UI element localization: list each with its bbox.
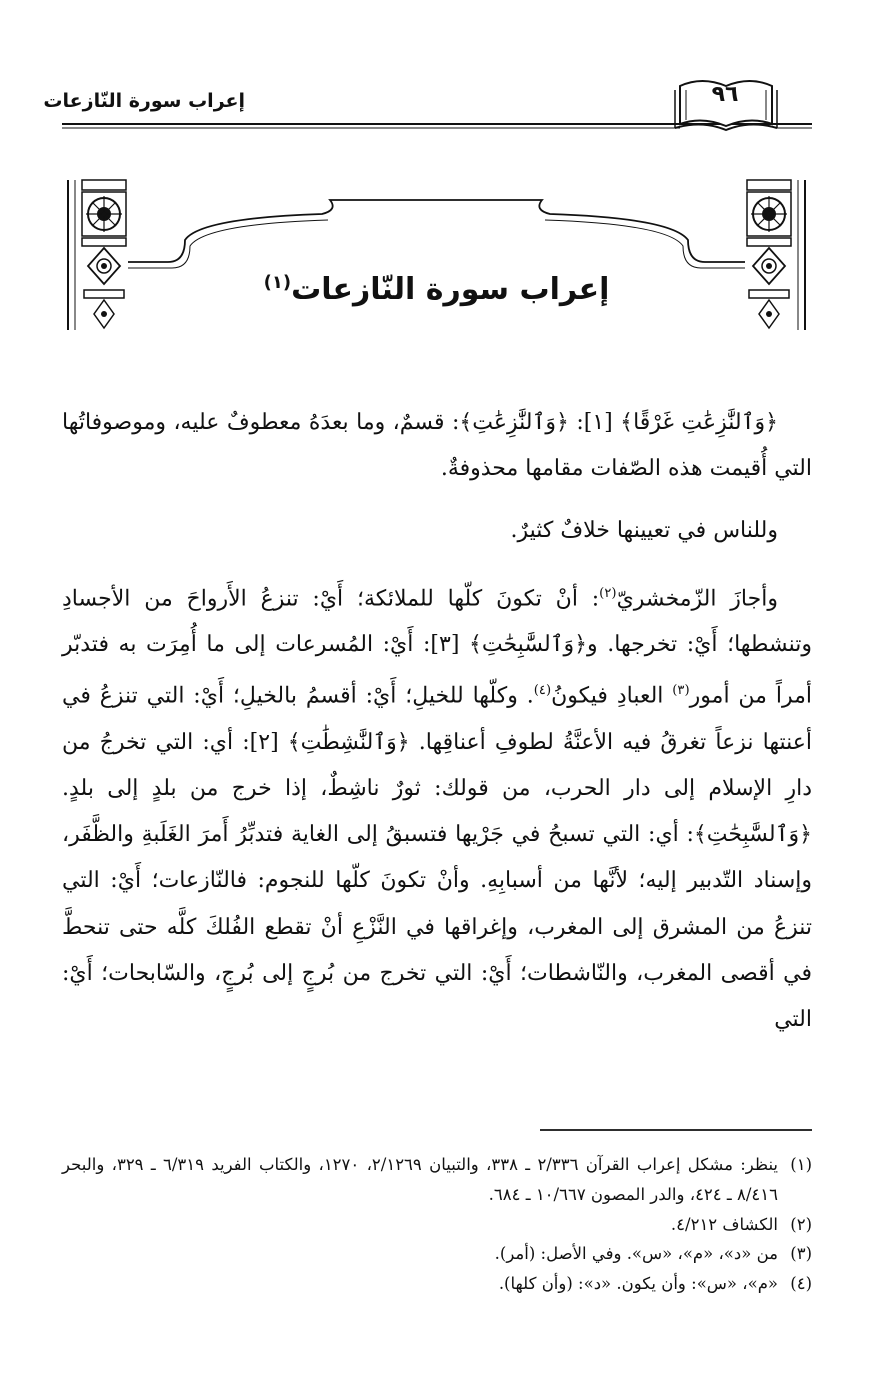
footnote-text: ينظر: مشكل إعراب القرآن ٢/٣٣٦ ـ ٣٣٨، والتبيان ٢/١٢٦٩، ١٢٧٠، والكتاب الفريد ٦/٣١٩ ـ ٣٢٩، والبحر ٨/٤١٦ ـ ٤٢٤، والدر المصون ١٠/٦٦٧ ـ ٦٨٤.: [62, 1155, 779, 1204]
right-ornament-icon: [743, 178, 795, 334]
body-text: [62, 400, 812, 1043]
footnote-2: [62, 1210, 812, 1240]
paragraph-1: ﴿وَٱلنَّٰزِعَٰتِ غَرْقًا﴾ [١]: ﴿وَٱلنَّٰزِعَٰتِ﴾: قسمٌ، وما بعدَهُ معطوفٌ عليه، وموصوفاتُها التي أُقيمت هذه الصّفات مقامها محذوفةٌ.: [62, 410, 812, 482]
footnote-number: (٣): [790, 1244, 812, 1264]
footnote-marker: (٤): [533, 683, 552, 699]
footnote-number: (٤): [790, 1274, 812, 1294]
chapter-title: [170, 272, 703, 307]
footnote-marker: (١): [263, 272, 292, 293]
running-title: إعراب سورة النّازعات: [43, 90, 245, 112]
footnote-text: من «د»، «م»، «س». وفي الأصل: (أمر).: [494, 1244, 778, 1264]
left-ornament-icon: [78, 178, 130, 334]
footnote-text: الكشاف ٤/٢١٢.: [670, 1214, 778, 1234]
paragraph-3-part-4: . وكلّها للخيلِ؛ أَيْ: أقسمُ بالخيلِ؛ أَيْ: التي تنزعُ في أعنتها نزعاً تغرقُ فيه الأعنَّةُ لطوفِ أعناقِها. ﴿وَٱلنَّٰشِطَٰتِ﴾ [٢]: أي: التي تخرجُ من دارِ الإسلام إلى دار الحرب، من قولك: ثورٌ ناشِطٌ، إذا خرج من بلدٍ إلى بلدٍ. ﴿وَٱلسَّٰبِحَٰتِ﴾: أي: التي تسبحُ في جَرْيها فتسبقُ إلى الغاية فتدبِّرُ أَمرَ الغَلَبةِ والظَّفَر، وإسناد التّدبير إليه؛ لأنَّها من أسبابِهِ. وأنْ تكونَ كلّها للنجوم: فالنّازعات؛ أَيْ: التي تنزعُ من المشرق إلى المغرب، وإغراقها في النَّزْعِ أنْ تقطع الفُلكَ كلَّه حتى تنحطَّ في أقصى المغرب، والنّاشطات؛ أَيْ: التي تخرج من بُرجٍ إلى بُرجٍ، والسّابحات؛ أَيْ: التي: [62, 683, 812, 1033]
footnote-marker: (٢): [599, 585, 617, 601]
paragraph-3-part-2: : أنْ تكونَ كلّها للملائكة؛ أَيْ: تنزعُ الأَرواحَ من الأجسادِ وتنشطها؛ أَيْ: تخرجها. و﴿وَٱلسَّٰبِحَٰتِ﴾ [٣]: أَيْ: المُسرعات إلى ما أُمِرَت به فتدبّر أمراً من أمور: [62, 585, 812, 709]
footnote-number: (٢): [790, 1214, 812, 1234]
footnote-marker: (٣): [672, 683, 690, 699]
footnote-separator: [540, 1128, 812, 1132]
footnote-number: (١): [790, 1155, 812, 1174]
footnote-text: «م»، «س»: وأن يكون. «د»: (وأن كلها).: [498, 1274, 778, 1294]
paragraph-3-part-3: العبادِ فيكونُ: [551, 683, 673, 709]
paragraph-3: [62, 571, 812, 1044]
footnote-3: [62, 1239, 812, 1269]
chapter-title-text: إعراب سورة النّازعات: [291, 272, 610, 307]
paragraph-2: وللناس في تعيينها خلافٌ كثيرٌ.: [510, 518, 778, 544]
paragraph-3-part-1: وأجازَ الزّمخشريّ: [616, 585, 778, 611]
footnotes: [62, 1150, 812, 1299]
footnote-4: [62, 1269, 812, 1299]
page-number: ٩٦: [711, 82, 739, 107]
footnote-1: [62, 1150, 812, 1210]
